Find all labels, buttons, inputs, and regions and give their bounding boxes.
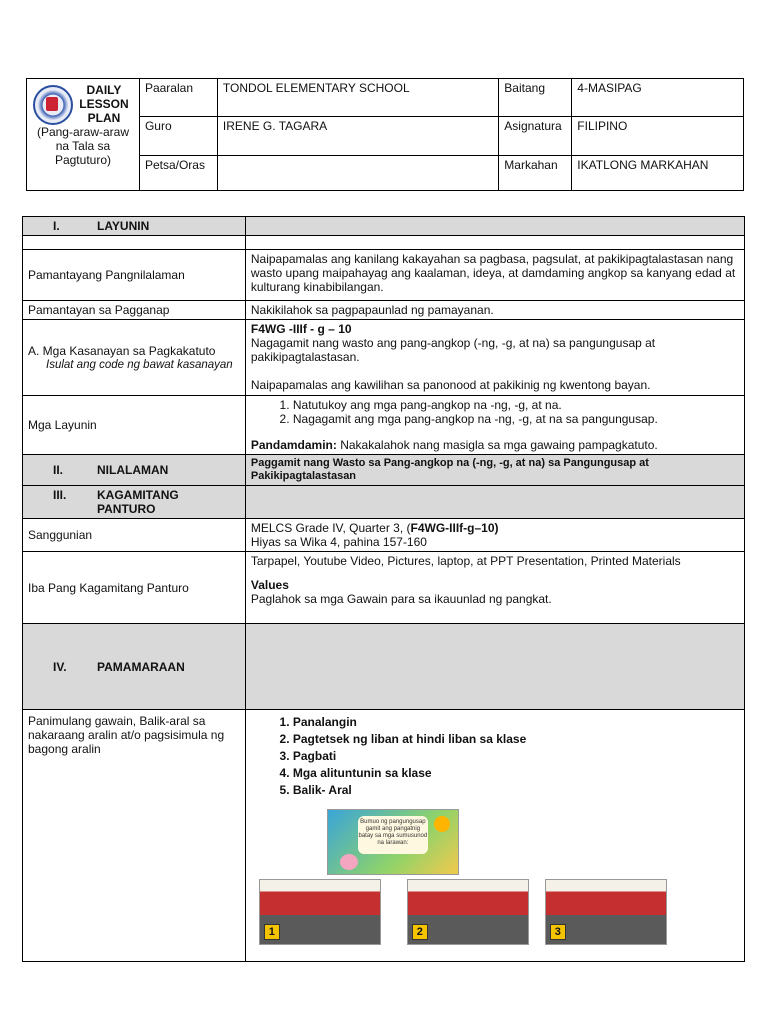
sanggunian-value xyxy=(245,519,744,552)
markahan-label: Markahan xyxy=(499,156,572,191)
nilalaman-value: Paggamit nang Wasto sa Pang-angkop na (-ng, -g, at na) sa Pangungusap at Pakikipagtalastasan xyxy=(245,455,744,486)
slide-image-2 xyxy=(407,879,529,945)
list-item: 1. Natutukoy ang mga pang-angkop na -ng, -g, at na. xyxy=(293,398,739,412)
iba-text: Tarpapel, Youtube Video, Pictures, laptop, at PPT Presentation, Printed Materials xyxy=(250,554,681,568)
kasanayan-text2: Naipapamalas ang kawilihan sa panonood at pakikinig ng kwentong bayan. xyxy=(250,378,651,392)
layunin-value xyxy=(245,396,744,455)
section-title: PAMAMARAAN xyxy=(97,659,185,674)
pamantayang-value: Naipapamalas ang kanilang kakayahan sa pagbasa, pagsulat, at pakikipagtalastasan nang wasto upang maipahayag ang kaalaman, ideya, at damdaming angkop sa kanyang edad at kulturang kinabibilangan. xyxy=(245,250,744,301)
paaralan-value: TONDOL ELEMENTARY SCHOOL xyxy=(217,79,498,117)
list-item: 2. Pagtetsek ng liban at hindi liban sa klase xyxy=(293,731,739,748)
kasanayan-cell xyxy=(23,320,246,396)
list-item: 5. Balik- Aral xyxy=(293,782,739,799)
slide-image-1 xyxy=(259,879,381,945)
section-kagamitan xyxy=(23,486,246,519)
section-number: II. xyxy=(53,463,64,477)
layunin-list xyxy=(251,398,739,426)
values-label: Values xyxy=(250,578,289,592)
sanggunian-line1 xyxy=(251,521,739,535)
section-title: KAGAMITANG PANTURO xyxy=(97,488,179,516)
section-title: LAYUNIN xyxy=(97,219,150,233)
kasanayan-note: Isulat ang code ng bawat kasanayan xyxy=(46,359,233,371)
slide-number: 2 xyxy=(412,924,428,940)
slide-number: 1 xyxy=(264,924,280,940)
list-item: 4. Mga alituntunin sa klase xyxy=(293,765,739,782)
panimula-list xyxy=(251,714,739,799)
dlp-subtitle: (Pang-araw-araw na Tala sa Pagtuturo) xyxy=(36,125,129,167)
section-nilalaman xyxy=(23,455,246,486)
sanggunian-label: Sanggunian xyxy=(23,519,246,552)
pagganap-value: Nakikilahok sa pagpapaunlad ng pamayanan. xyxy=(245,301,744,320)
panimula-label: Panimulang gawain, Balik-aral sa nakaraang aralin at/o pagsisimula ng bagong aralin xyxy=(23,710,246,962)
iba-value xyxy=(245,552,744,624)
pamantayang-label: Pamantayang Pangnilalaman xyxy=(23,250,246,301)
petsa-value xyxy=(217,156,498,191)
asignatura-value: FILIPINO xyxy=(572,117,744,156)
kasanayan-text: Nagagamit nang wasto ang pang-angkop (-ng, -g, at na) sa pangungusap at pakikipagtalastasan. xyxy=(250,336,656,364)
guro-value: IRENE G. TAGARA xyxy=(217,117,498,156)
paaralan-label: Paaralan xyxy=(139,79,217,117)
slide-number: 3 xyxy=(550,924,566,940)
panimula-value xyxy=(245,710,744,962)
asignatura-label: Asignatura xyxy=(499,117,572,156)
dlp-title: DAILY LESSON PLAN xyxy=(79,83,129,125)
markahan-value: IKATLONG MARKAHAN xyxy=(572,156,744,191)
list-item: 3. Pagbati xyxy=(293,748,739,765)
kasanayan-label: A. Mga Kasanayan sa Pagkakatuto xyxy=(28,344,216,358)
sun-icon xyxy=(434,816,450,832)
baitang-value: 4-MASIPAG xyxy=(572,79,744,117)
pagganap-label: Pamantayan sa Pagganap xyxy=(23,301,246,320)
kasanayan-code: F4WG -IIIf - g – 10 xyxy=(250,322,352,336)
list-item: 1. Panalangin xyxy=(293,714,739,731)
header-table xyxy=(26,78,744,191)
list-item: 2. Nagagamit ang mga pang-angkop na -ng, -g, at na sa pangungusap. xyxy=(293,412,739,426)
lesson-plan-table xyxy=(22,216,745,962)
kasanayan-value xyxy=(245,320,744,396)
pandamdamin-label: Pandamdamin: xyxy=(250,438,337,452)
section-pamamaraan xyxy=(23,624,246,710)
pig-icon xyxy=(340,854,358,870)
section-number: III. xyxy=(53,488,67,502)
guro-label: Guro xyxy=(139,117,217,156)
section-title: NILALAMAN xyxy=(97,463,169,477)
iba-label: Iba Pang Kagamitang Panturo xyxy=(23,552,246,624)
sanggunian-line1-text: MELCS Grade IV, Quarter 3, ( xyxy=(250,521,411,535)
slide-image-3 xyxy=(545,879,667,945)
sanggunian-line2: Hiyas sa Wika 4, pahina 157-160 xyxy=(250,535,427,549)
lesson-images xyxy=(251,809,739,959)
pandamdamin-text: Nakakalahok nang masigla sa mga gawaing pampagkatuto. xyxy=(336,438,658,452)
dlp-cell xyxy=(27,79,140,191)
sanggunian-code: F4WG-IIIf-g–10) xyxy=(410,521,499,535)
pandamdamin-line xyxy=(251,438,739,452)
poster-image xyxy=(327,809,459,875)
section-layunin xyxy=(23,217,246,236)
baitang-label: Baitang xyxy=(499,79,572,117)
deped-seal-icon xyxy=(33,85,73,125)
poster-text: Bumuo ng pangungusap gamit ang pangatnig batay sa mga sumusunod na larawan: xyxy=(358,816,428,854)
petsa-label: Petsa/Oras xyxy=(139,156,217,191)
section-number: I. xyxy=(53,219,60,233)
values-text: Paglahok sa mga Gawain para sa ikauunlad ng pangkat. xyxy=(250,592,552,606)
layunin-label: Mga Layunin xyxy=(23,396,246,455)
section-number: IV. xyxy=(53,659,67,674)
